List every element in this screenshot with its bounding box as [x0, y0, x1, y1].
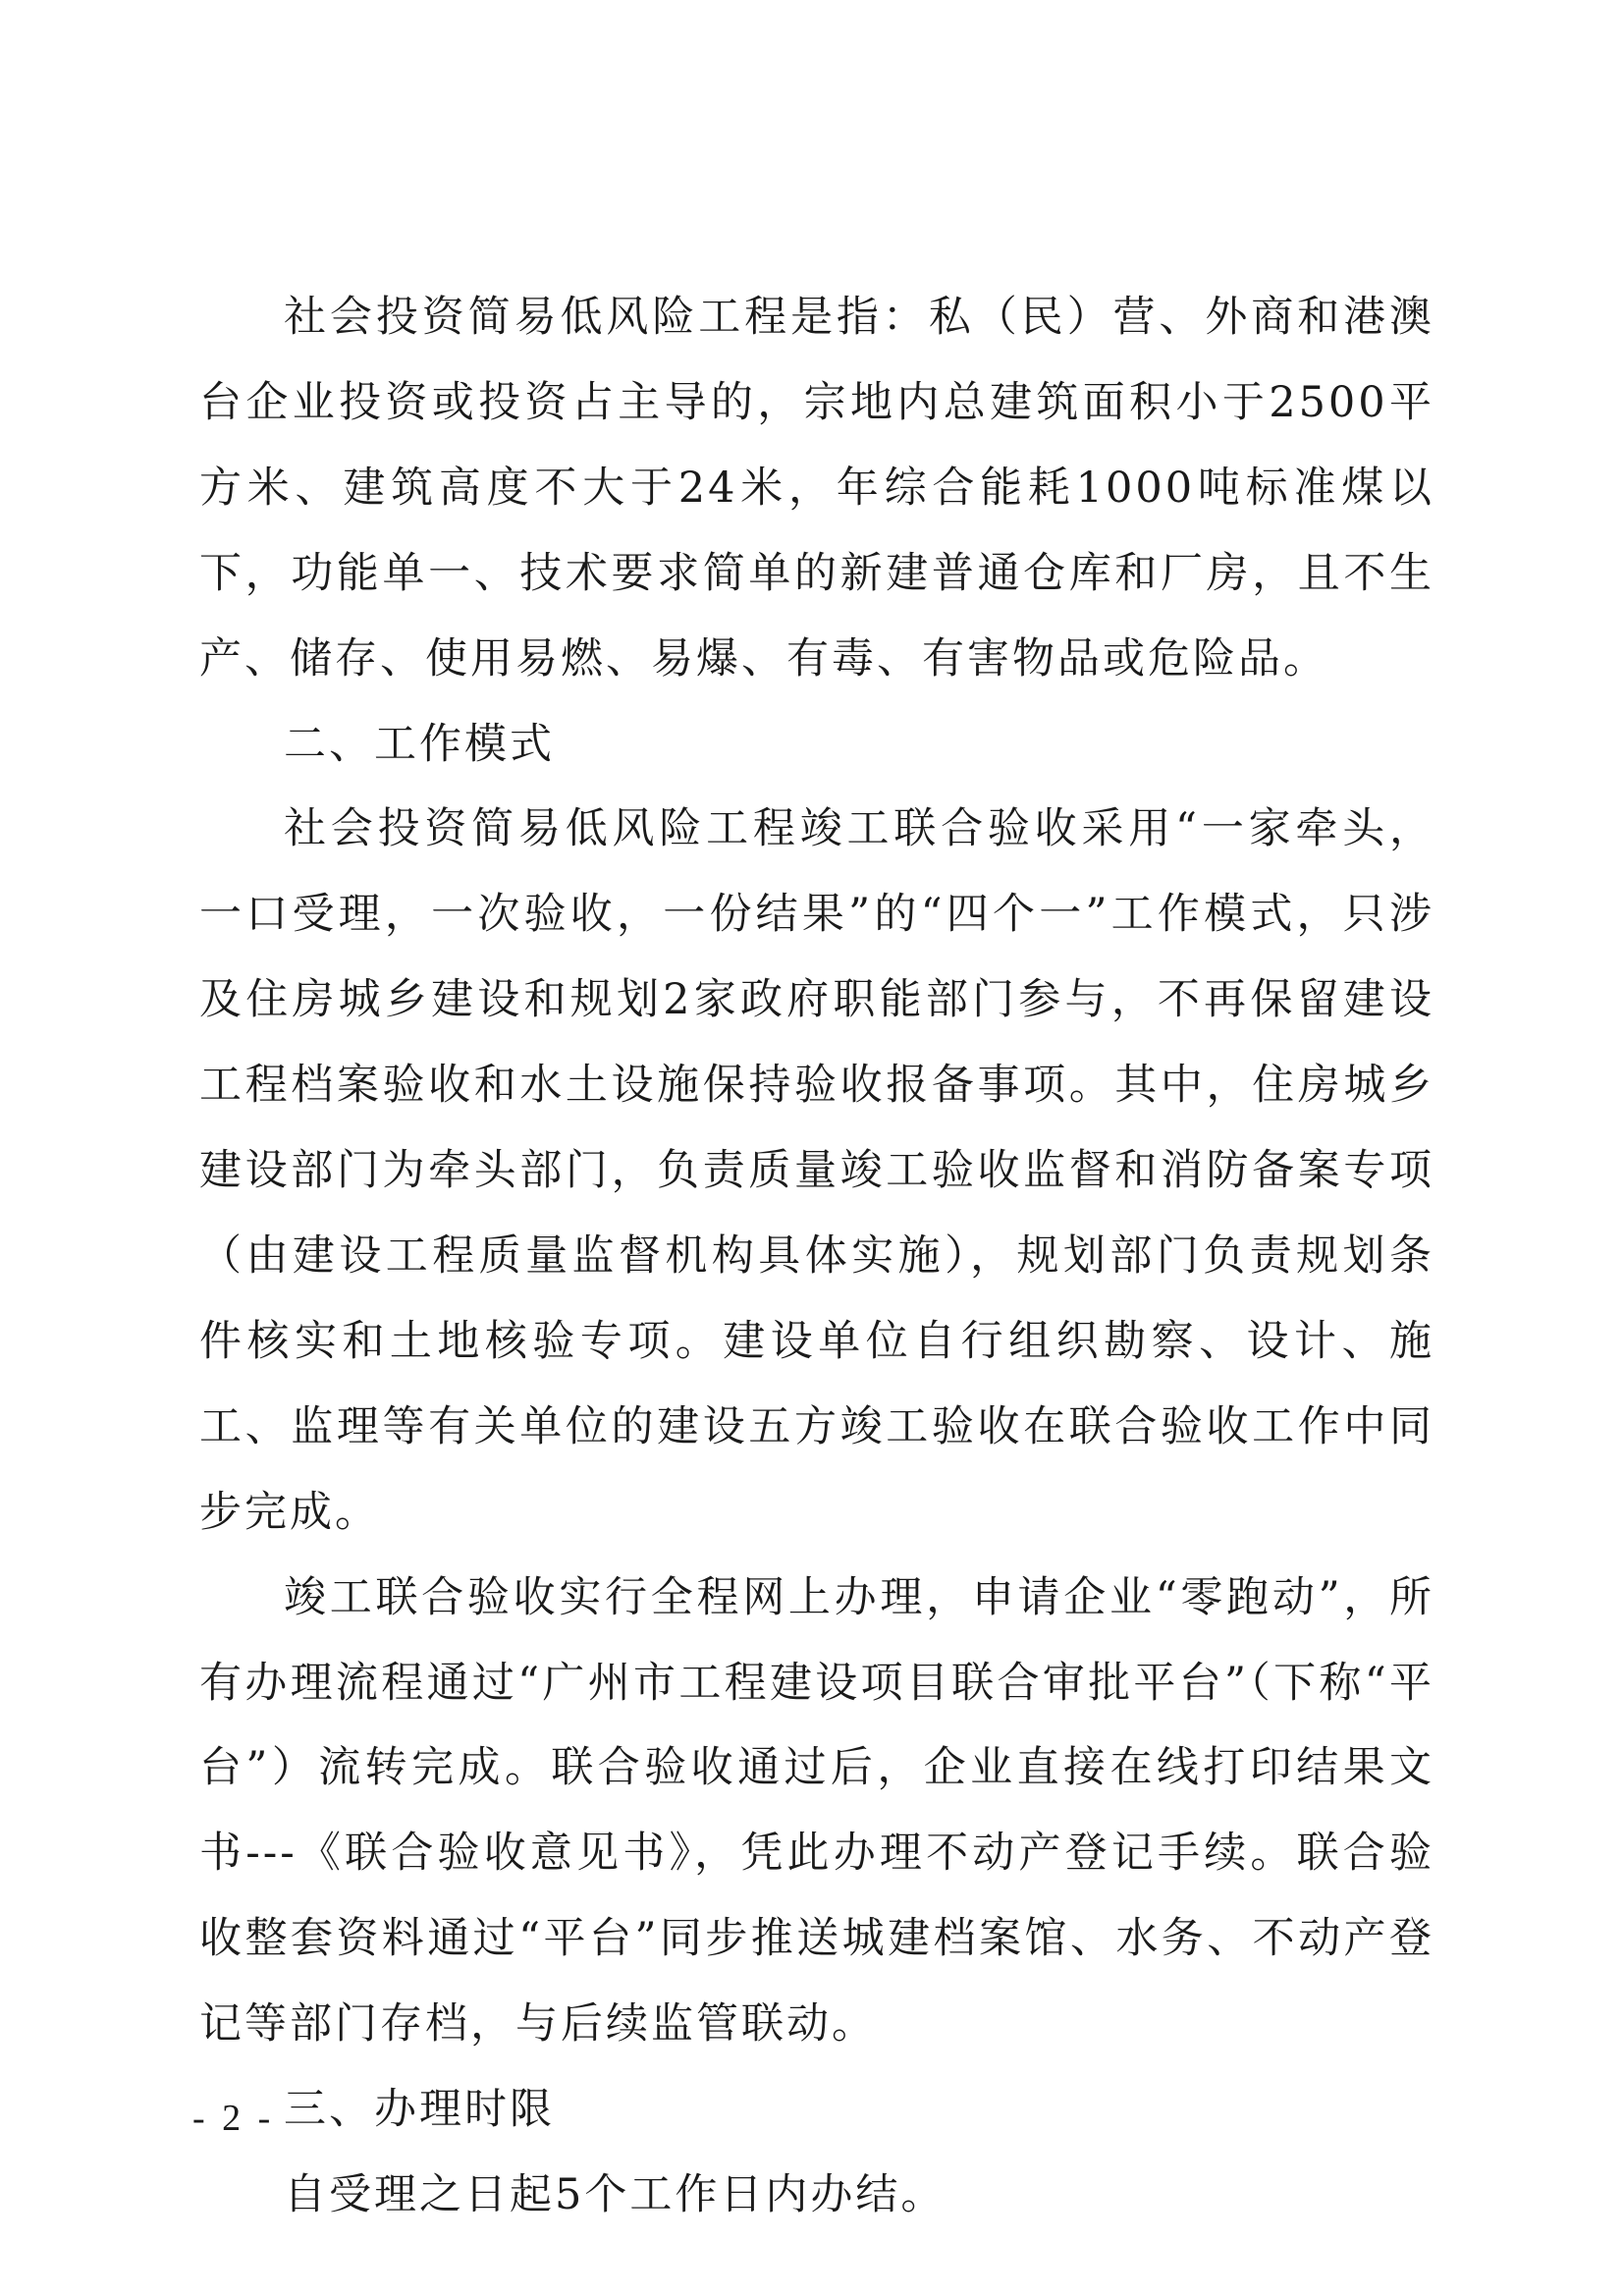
- page-number: - 2 -: [192, 2098, 275, 2139]
- paragraph-time-limit: 自受理之日起5个工作日内办结。: [284, 2169, 947, 2219]
- section-heading-work-mode: 二、工作模式: [284, 719, 555, 769]
- paragraph-definition: 社会投资简易低风险工程是指：私（民）营、外商和港澳台企业投资或投资占主导的，宗地内总建筑面积小于2500平方米、建筑高度不大于24米，年综合能耗1000吨标准煤以下，功能单一、技术要求简单的新建普通仓库和厂房，且不生产、储存、使用易燃、易爆、有毒、有害物品或危险品。: [199, 293, 1434, 683]
- paragraph-work-mode: 社会投资简易低风险工程竣工联合验收采用“一家牵头，一口受理，一次验收，一份结果”的“四个一”工作模式，只涉及住房城乡建设和规划2家政府职能部门参与，不再保留建设工程档案验收和水土设施保持验收报备事项。其中，住房城乡建设部门为牵头部门，负责质量竣工验收监督和消防备案专项（由建设工程质量监督机构具体实施），规划部门负责规划条件核实和土地核验专项。建设单位自行组织勘察、设计、施工、监理等有关单位的建设五方竣工验收在联合验收工作中同步完成。: [199, 804, 1434, 1537]
- document-body: [199, 275, 1434, 2238]
- section-heading-time-limit: 三、办理时限: [284, 2085, 555, 2135]
- paragraph-online-process: 竣工联合验收实行全程网上办理，申请企业“零跑动”，所有办理流程通过“广州市工程建设项目联合审批平台”（下称“平台”）流转完成。联合验收通过后，企业直接在线打印结果文书---《联合验收意见书》，凭此办理不动产登记手续。联合验收整套资料通过“平台”同步推送城建档案馆、水务、不动产登记等部门存档，与后续监管联动。: [199, 1572, 1434, 2050]
